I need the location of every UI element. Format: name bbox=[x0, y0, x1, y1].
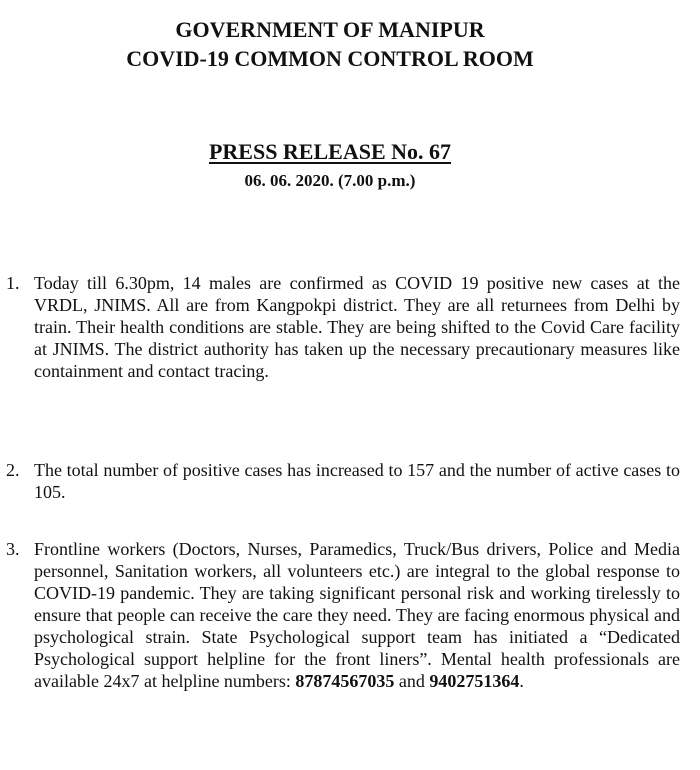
control-room-heading: COVID-19 COMMON CONTROL ROOM bbox=[126, 46, 534, 71]
item-text bbox=[34, 538, 680, 692]
helpline-number-2: 9402751364 bbox=[429, 671, 520, 691]
helpline-number-1: 87874567035 bbox=[295, 671, 395, 691]
press-release-title-text: PRESS RELEASE No. 67 bbox=[208, 139, 452, 164]
government-heading: GOVERNMENT OF MANIPUR bbox=[175, 17, 485, 42]
item-text: The total number of positive cases has increased to 157 and the number of active cases to 105. bbox=[34, 460, 680, 502]
item-text: Today till 6.30pm, 14 males are confirmed as COVID 19 positive new cases at the VRDL, JNIMS. All are from Kangpokpi district. They are all returnees from Delhi by train. Their health conditions are stable. They are being shifted to the Covid Care facility at JNIMS. The district authority has taken up the necessary precautionary measures like containment and contact tracing. bbox=[34, 273, 680, 381]
item-text-end: . bbox=[519, 671, 524, 691]
item-text-body: Frontline workers (Doctors, Nurses, Paramedics, Truck/Bus drivers, Police and Media personnel, Sanitation workers, all volunteers etc.) are integral to the global response to COVID-19 pandemic. They are taking significant personal risk and working tirelessly to ensure that people can receive the care they need. They are facing enormous physical and psychological strain. State Psychological support team has initiated a “Dedicated Psychological support helpline for the front liners”. Mental health professionals are available 24x7 at helpline numbers: bbox=[34, 539, 680, 691]
item-number: 3. bbox=[6, 539, 20, 559]
item-number: 1. bbox=[6, 273, 20, 293]
item-number: 2. bbox=[6, 460, 20, 480]
press-release-date: 06. 06. 2020. (7.00 p.m.) bbox=[244, 171, 416, 190]
helpline-joiner: and bbox=[394, 671, 430, 691]
press-release-title bbox=[0, 138, 660, 166]
